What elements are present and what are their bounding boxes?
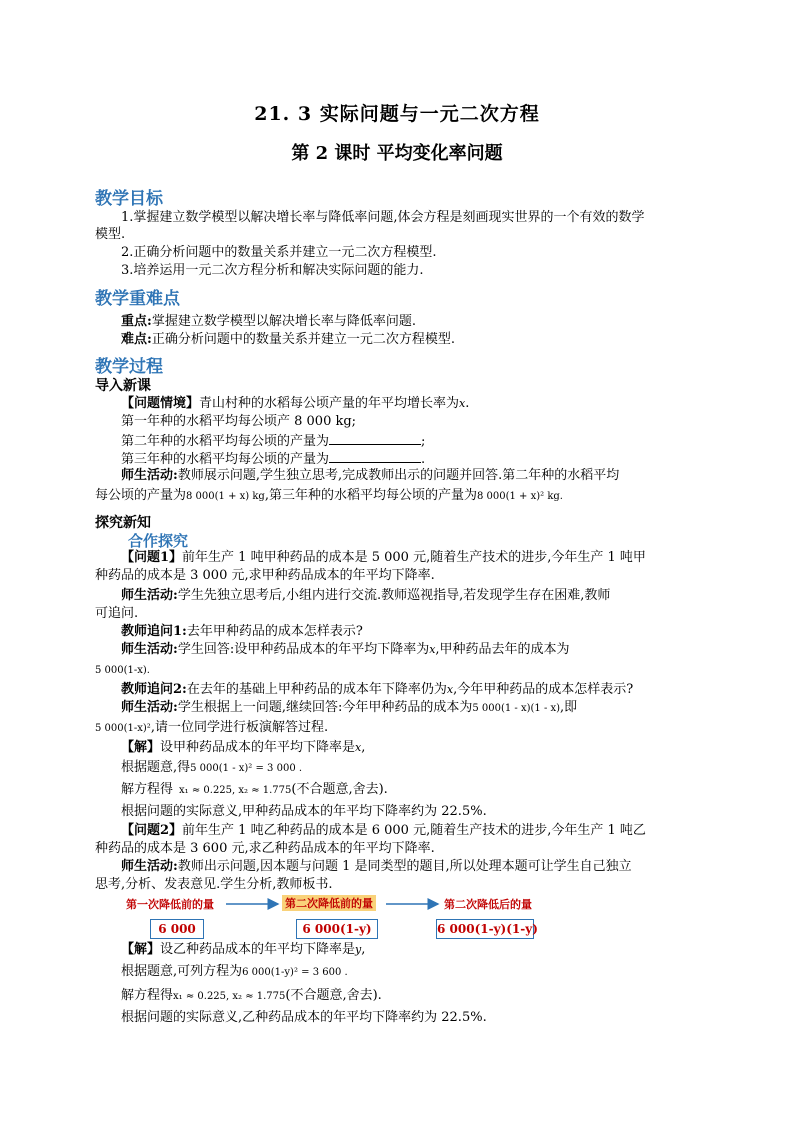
flow-box-2: 6 000(1-y) <box>296 919 378 939</box>
q2-line-2: 种药品的成本是 3 600 元,求乙种药品成本的年平均下降率. <box>95 841 435 856</box>
act2-expression: 5 000(1-x). <box>95 665 150 676</box>
activity-expr: 8 000(1 + x)² kg. <box>476 491 563 502</box>
sol2-eq-line <box>121 964 348 981</box>
q1-label: 【问题1】 <box>121 550 183 565</box>
coop-heading: 合作探究 <box>128 532 189 550</box>
var-y: y <box>355 943 362 956</box>
ask2-text: ,今年甲种药品的成本怎样表示? <box>453 682 634 697</box>
act2-line <box>121 642 570 658</box>
hard-text: 正确分析问题中的数量关系并建立一元二次方程模型. <box>151 332 455 347</box>
situation-text: 青山村种的水稻每公顷产量的年平均增长率为 <box>199 396 460 411</box>
act2-label: 师生活动: <box>121 642 178 657</box>
year2-text: 第二年种的水稻平均每公顷的产量为 <box>121 434 330 449</box>
activity-label: 师生活动: <box>121 468 178 483</box>
sol1-label: 【解】 <box>121 740 161 755</box>
activity-expr: 8 000(1 + x) kg <box>186 491 265 502</box>
q1-line-2: 种药品的成本是 3 000 元,求甲种药品成本的年平均下降率. <box>95 568 435 583</box>
q2-label: 【问题2】 <box>121 823 183 838</box>
act2-text: 学生回答:设甲种药品成本的年平均下降率为 <box>177 642 430 657</box>
ask1-text: 去年甲种药品的成本怎样表示? <box>186 624 363 639</box>
objective-item: 1.掌握建立数学模型以解决增长率与降低率问题,体会方程是刻画现实世界的一个有效的数学 <box>121 210 645 225</box>
activity-line-2 <box>95 488 563 505</box>
lesson-subtitle: 第 2 课时 平均变化率问题 <box>291 143 503 164</box>
flow-box-3: 6 000(1-y)(1-y) <box>436 919 534 939</box>
act3-line-2 <box>95 720 328 737</box>
situation-line: 【问题情境】青山村种的水稻每公顷产量的年平均增长率为x. <box>121 396 470 411</box>
year3-line: 第三年种的水稻平均每公顷的产量为 . <box>121 452 426 467</box>
act3-line <box>121 700 577 717</box>
activity-text: 教师展示问题,学生独立思考,完成教师出示的问题并回答.第二年种的水稻平均 <box>177 468 620 483</box>
activity-text: 每公顷的产量为 <box>95 488 187 503</box>
year1-line: 第一年种的水稻平均每公顷产 8 000 kg; <box>121 414 357 429</box>
sol1-roots: x₁ ≈ 0.225, x₂ ≈ 1.775 <box>179 785 292 796</box>
flow-label-3: 第二次降低后的量 <box>444 898 532 911</box>
var-x: x <box>459 397 466 410</box>
act3-expression: 5 000(1-x)² <box>95 723 151 734</box>
sol2-equation: 6 000(1-y)² = 3 600 . <box>242 967 348 978</box>
key-label: 重点: <box>121 314 152 329</box>
sol1-conclusion: 根据问题的实际意义,甲种药品成本的年平均下降率约为 22.5%. <box>121 804 487 819</box>
act3-text: ,请一位同学进行板演解答过程. <box>150 720 329 735</box>
answer-blank <box>329 450 421 463</box>
act4-label: 师生活动: <box>121 859 178 874</box>
sol1-line: 【解】设甲种药品成本的年平均下降率是x, <box>121 740 366 755</box>
act4-line-2: 思考,分析、发表意见.学生分析,教师板书. <box>95 877 333 892</box>
objective-item: 模型. <box>95 227 126 242</box>
sol2-line: 【解】设乙种药品成本的年平均下降率是y, <box>121 942 366 957</box>
process-heading: 教学过程 <box>95 357 163 377</box>
activity-text: ,第三年种的水稻平均每公顷的产量为 <box>264 488 477 503</box>
explore-heading: 探究新知 <box>95 515 151 531</box>
sol2-eq-text: 根据题意,可列方程为 <box>121 964 243 979</box>
act3-text: ,即 <box>560 700 578 715</box>
key-point <box>121 314 416 330</box>
sol1-eq-text: 根据题意,得 <box>121 760 191 775</box>
sol2-label: 【解】 <box>121 942 161 957</box>
q1-text: 前年生产 1 吨甲种药品的成本是 5 000 元,随着生产技术的进步,今年生产 1 吨甲 <box>182 550 646 565</box>
flow-box-1: 6 000 <box>150 919 204 939</box>
act4-line <box>121 859 632 875</box>
act1-label: 师生活动: <box>121 588 178 603</box>
objective-item: 2.正确分析问题中的数量关系并建立一元二次方程模型. <box>121 245 437 260</box>
keypoints-heading: 教学重难点 <box>95 289 180 309</box>
key-text: 掌握建立数学模型以解决增长率与降低率问题. <box>151 314 416 329</box>
act1-line-2: 可追问. <box>95 606 139 621</box>
answer-blank <box>329 432 421 445</box>
sol2-roots-line <box>121 988 382 1005</box>
flow-label-2: 第二次降低前的量 <box>282 895 376 911</box>
lesson-title: 21. 3 实际问题与一元二次方程 <box>254 103 540 125</box>
ask2-text: 在去年的基础上甲种药品的成本年下降率仍为 <box>186 682 447 697</box>
intro-heading: 导入新课 <box>95 378 151 394</box>
sol2-roots-text: 解方程得 <box>121 988 174 1003</box>
ask1-line <box>121 624 363 640</box>
sol2-conclusion: 根据问题的实际意义,乙种药品成本的年平均下降率约为 22.5%. <box>121 1010 487 1025</box>
act1-text: 学生先独立思考后,小组内进行交流.教师巡视指导,若发现学生存在困难,教师 <box>177 588 611 603</box>
ask2-line <box>121 682 633 698</box>
objectives-heading: 教学目标 <box>95 189 163 209</box>
q2-text: 前年生产 1 吨乙种药品的成本是 6 000 元,随着生产技术的进步,今年生产 1 吨乙 <box>182 823 646 838</box>
q1-line <box>121 550 646 566</box>
act1-line <box>121 588 610 604</box>
sol2-roots: x₁ ≈ 0.225, x₂ ≈ 1.775 <box>173 991 286 1002</box>
var-x: x <box>446 683 454 696</box>
var-x: x <box>429 643 436 656</box>
act4-text: 教师出示问题,因本题与问题 1 是同类型的题目,所以处理本题可让学生自己独立 <box>177 859 632 874</box>
q2-line <box>121 823 646 839</box>
objective-item: 3.培养运用一元二次方程分析和解决实际问题的能力. <box>121 263 424 278</box>
act3-label: 师生活动: <box>121 700 178 715</box>
flow-diagram <box>120 892 540 940</box>
sol1-equation: 5 000(1 - x)² = 3 000 . <box>190 763 303 774</box>
act3-expression: 5 000(1 - x)(1 - x) <box>472 703 561 714</box>
ask2-label: 教师追问2: <box>121 682 187 697</box>
year3-text: 第三年种的水稻平均每公顷的产量为 <box>121 452 330 467</box>
hard-label: 难点: <box>121 332 152 347</box>
act2-text: ,甲种药品去年的成本为 <box>435 642 570 657</box>
situation-label: 【问题情境】 <box>121 396 200 411</box>
sol2-roots-text: (不合题意,舍去). <box>285 988 382 1003</box>
year2-line: 第二年种的水稻平均每公顷的产量为 ; <box>121 434 426 449</box>
sol1-roots-line <box>121 782 388 799</box>
act3-text: 学生根据上一问题,继续回答:今年甲种药品的成本为 <box>177 700 473 715</box>
sol1-eq-line <box>121 760 302 777</box>
sol2-text: 设乙种药品成本的年平均下降率是 <box>160 942 356 957</box>
flow-label-1: 第一次降低前的量 <box>126 898 214 911</box>
sol1-text: 设甲种药品成本的年平均下降率是 <box>160 740 356 755</box>
act2-expr <box>95 662 150 679</box>
ask1-label: 教师追问1: <box>121 624 187 639</box>
activity-line <box>121 468 619 484</box>
sol1-roots-text: (不合题意,舍去). <box>291 782 388 797</box>
var-x: x <box>355 741 362 754</box>
sol1-roots-text: 解方程得 <box>121 782 174 797</box>
hard-point <box>121 332 455 348</box>
